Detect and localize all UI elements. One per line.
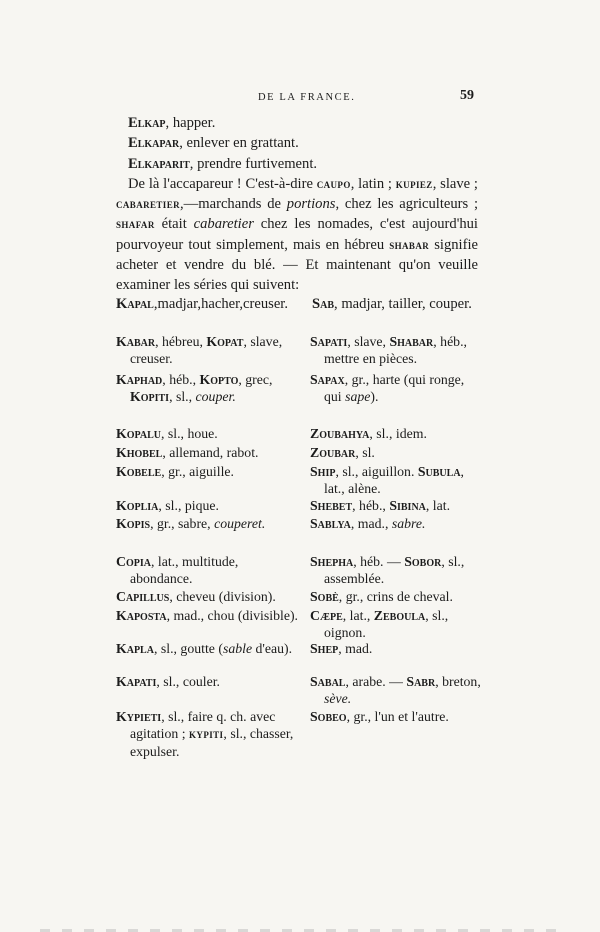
gloss: , sl.: [355, 445, 375, 460]
gloss: , happer.: [165, 115, 216, 131]
gloss: , gr., l'un et l'autre.: [346, 709, 449, 724]
gloss: , gr., harte (qui ronge, qui: [324, 372, 465, 405]
comparison-row: [116, 371, 482, 406]
right-entry: [310, 515, 482, 532]
left-entry: [116, 515, 299, 532]
body-text: [116, 113, 478, 296]
gloss: ,madjar,hacher,creuser.: [153, 296, 288, 312]
text-run: signifie acheter et vendre du blé. — Et maintenant qu'on veuille examiner les séries qui suivent:: [116, 236, 478, 294]
gloss: , sl.,: [169, 389, 196, 405]
headword: Kopis: [116, 516, 151, 531]
gloss: , sl., couler.: [156, 674, 220, 689]
top-right-entry: [312, 294, 472, 314]
top-left-entry: [116, 294, 288, 314]
headword: Kopto: [199, 372, 239, 387]
gloss: , lat.: [425, 498, 451, 513]
gloss: , héb.,: [162, 372, 200, 387]
headword: Sablya: [310, 516, 351, 531]
gloss: , gr., aiguille.: [161, 464, 235, 479]
right-entry: [310, 444, 482, 461]
right-entry: [310, 463, 482, 498]
comparison-row: [116, 515, 482, 532]
term: cabaretier: [116, 196, 181, 212]
running-title: DE LA FRANCE.: [258, 92, 356, 103]
gloss: , arabe. —: [345, 674, 407, 689]
emphasis: portions: [286, 196, 336, 213]
headword: Capillus: [116, 589, 170, 604]
headword: Kapla: [116, 641, 154, 656]
headword: Ship: [310, 464, 336, 479]
text-run: , slave ;: [432, 175, 478, 192]
emphasis: sable: [222, 641, 253, 656]
headword: Sobor: [404, 554, 442, 569]
headword: Cæpe: [310, 608, 343, 623]
left-entry: [116, 463, 299, 498]
right-entry: [310, 371, 482, 406]
headword: Shep: [310, 641, 339, 656]
gloss: , mad.,: [350, 516, 392, 531]
gloss: , sl., faire q. ch. avec agitation ;: [130, 709, 276, 742]
gloss: , gr., sabre,: [150, 516, 215, 531]
emphasis: sape: [345, 389, 371, 405]
headword: Shepha: [310, 554, 354, 569]
emphasis: sabre.: [391, 516, 426, 531]
page-number: 59: [460, 88, 474, 103]
headword: Zoubar: [310, 445, 356, 460]
text-run: chez les nomades, c'est aujourd'hui pourvoyeur tout simplement, mais en hébreu: [116, 216, 478, 253]
headword: Kaphad: [116, 372, 163, 387]
left-entry: [116, 497, 299, 514]
gloss: , sl., assemblée.: [324, 554, 465, 587]
entry-elkap: [116, 113, 478, 133]
right-entry: [310, 708, 482, 760]
gloss: , mad., chou (divisible).: [166, 608, 298, 623]
gloss: , slave, creuser.: [130, 334, 283, 367]
comparison-row: [116, 708, 482, 760]
gloss: , gr., crins de cheval.: [338, 589, 453, 604]
left-entry: [116, 588, 299, 605]
term: kupiez: [395, 175, 433, 191]
emphasis: couperet.: [214, 516, 266, 531]
gloss: , hébreu,: [155, 334, 207, 349]
gloss: , mad.: [338, 641, 373, 656]
gloss: , héb., mettre en pièces.: [324, 334, 467, 367]
comparison-row: [116, 640, 482, 657]
running-head: [0, 88, 600, 112]
gloss: , breton,: [435, 674, 481, 689]
emphasis: sève.: [324, 691, 352, 707]
headword: Copia: [116, 554, 151, 569]
headword: Zeboula: [373, 608, 426, 623]
right-entry: [310, 553, 482, 588]
gloss: , slave,: [347, 334, 390, 349]
entry-elkaparit: [116, 154, 478, 174]
term: shabar: [389, 236, 430, 252]
left-entry: [116, 371, 299, 406]
text-run: , latin ;: [350, 175, 396, 192]
gloss: , sl., oignon.: [324, 608, 449, 641]
gloss: , sl., idem.: [369, 426, 427, 441]
term: shafar: [116, 216, 155, 232]
gloss: , lat., multitude, abondance.: [130, 554, 239, 587]
headword: Sabr: [406, 674, 436, 689]
headword: Sab: [312, 296, 335, 312]
comparison-row: [116, 607, 482, 642]
headword: Elkap: [128, 115, 166, 131]
headword: Kapal: [116, 296, 154, 312]
gloss: , grec,: [238, 372, 273, 387]
entry-elkapar: [116, 133, 478, 153]
headword: Khobel: [116, 445, 163, 460]
gloss: d'eau).: [252, 641, 293, 656]
headword: Elkaparit: [128, 155, 190, 172]
gloss: , cheveu (division).: [169, 589, 276, 604]
headword: Kabar: [116, 334, 156, 349]
gloss: , sl., aiguillon.: [335, 464, 418, 479]
headword: Shebet: [310, 498, 353, 513]
headword: Elkapar: [128, 135, 180, 152]
headword: Sibina: [389, 498, 426, 513]
text-run: De là l'accapareur ! C'est-à-dire: [128, 175, 317, 192]
headword: Kaposta: [116, 608, 167, 623]
comparison-row: [116, 588, 482, 605]
right-entry: [310, 607, 482, 642]
gloss: , sl., pique.: [158, 498, 219, 513]
emphasis: couper.: [195, 389, 236, 405]
right-entry: [310, 673, 482, 708]
left-entry: [116, 640, 299, 657]
right-entry: [310, 497, 482, 514]
left-entry: [116, 425, 299, 442]
headword: Shabar: [389, 334, 434, 349]
comparison-row: [116, 673, 482, 708]
headword: Sapax: [310, 372, 345, 387]
emphasis: cabaretier: [193, 216, 254, 233]
left-entry: [116, 708, 299, 760]
headword: Sobè: [310, 589, 339, 604]
left-entry: [116, 333, 299, 368]
headword: Sapati: [310, 334, 348, 349]
headword: Subula: [417, 464, 461, 479]
left-entry: [116, 553, 299, 588]
gloss: ).: [370, 389, 379, 405]
headword: Sobeo: [310, 709, 347, 724]
headword: Zoubahya: [310, 426, 370, 441]
gloss: , lat., alène.: [324, 464, 464, 497]
gloss: , héb. —: [353, 554, 405, 569]
term: caupo: [316, 175, 351, 191]
comparison-row: [116, 425, 482, 442]
right-entry: [310, 425, 482, 442]
headword: Sabal: [310, 674, 346, 689]
text-run: ,—marchands de: [180, 196, 287, 213]
text-run: , chez les agriculteurs ;: [335, 196, 479, 213]
gloss: , madjar, tailler, couper.: [334, 296, 472, 312]
gloss: , héb.,: [352, 498, 390, 513]
headword: Kapati: [116, 674, 157, 689]
comparison-row: [116, 497, 482, 514]
comparison-row: [116, 553, 482, 588]
comparison-row: [116, 333, 482, 368]
left-entry: [116, 444, 299, 461]
right-entry: [310, 588, 482, 605]
term: kypiti: [189, 726, 224, 742]
right-entry: [310, 640, 482, 657]
gloss: , sl., chasser, expulser.: [130, 726, 294, 759]
comparison-row: [116, 444, 482, 461]
headword: Kopalu: [116, 426, 161, 441]
text-run: était: [154, 216, 194, 233]
gloss: , lat.,: [342, 608, 374, 623]
intro-paragraph: [116, 174, 478, 296]
gloss: , allemand, rabot.: [162, 445, 259, 460]
headword: Koplia: [116, 498, 159, 513]
gloss: , prendre furtivement.: [189, 155, 318, 172]
left-entry: [116, 607, 299, 642]
gloss: , enlever en grattant.: [179, 135, 299, 152]
headword: Kopiti: [130, 389, 170, 405]
gloss: , sl., goutte (: [153, 641, 223, 656]
right-entry: [310, 333, 482, 368]
headword: Kopat: [206, 334, 244, 349]
headword: Kobele: [116, 464, 162, 479]
left-entry: [116, 673, 299, 708]
comparison-row: [116, 463, 482, 498]
headword: Kypieti: [116, 709, 162, 724]
gloss: , sl., houe.: [161, 426, 218, 441]
